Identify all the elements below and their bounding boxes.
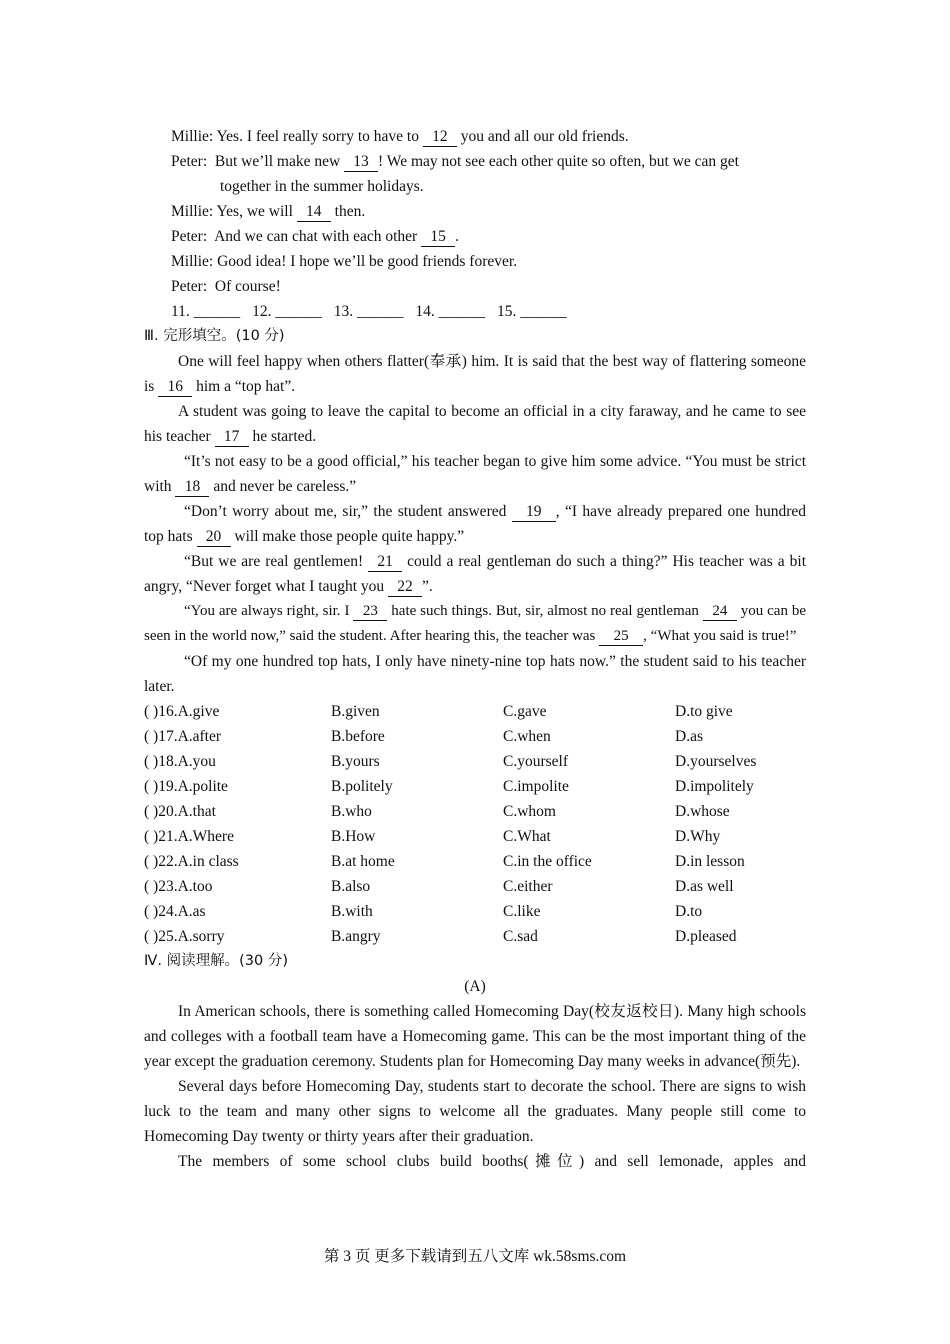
reading-paragraph-3: The members of some school clubs build booths(摊位) and sell lemonade, apples and <box>178 1153 806 1170</box>
option[interactable]: ( )25.A.sorry <box>144 928 225 945</box>
option[interactable]: ( )19.A.polite <box>144 778 228 795</box>
option[interactable]: D.Why <box>675 828 721 845</box>
option[interactable]: B.with <box>331 903 373 920</box>
answer-line: 11. ______ 12. ______ 13. ______ 14. ______ 15. ______ <box>171 303 567 320</box>
option[interactable]: B.also <box>331 878 371 895</box>
document-page <box>144 124 806 1174</box>
cloze-paragraph-7: “Of my one hundred top hats, I only have ninety-nine top hats now.” the student said to his teacher later. <box>144 653 806 695</box>
option[interactable]: C.whom <box>503 803 556 820</box>
cloze-paragraph-6: “You are always right, sir. I 23 hate such things. But, sir, almost no real gentleman 24 you can be seen in the world now,” said the student. After hearing this, the teacher was 25 , “What you said is true!” <box>144 603 807 644</box>
dialogue-line-12: Millie: Yes. I feel really sorry to have to 12 you and all our old friends. <box>171 128 629 145</box>
section-heading-cloze: Ⅲ. 完形填空。(10 分) <box>144 328 285 344</box>
option[interactable]: ( )21.A.Where <box>144 828 234 845</box>
dialogue-line-14: Millie: Yes, we will 14 then. <box>171 203 366 220</box>
blank-18: 18 <box>175 478 209 497</box>
option[interactable]: B.at home <box>331 853 395 870</box>
option[interactable]: D.impolitely <box>675 778 754 795</box>
dialogue-line-of-course: Peter: Of course! <box>171 278 281 295</box>
option[interactable]: ( )17.A.after <box>144 728 222 745</box>
option[interactable]: C.in the office <box>503 853 592 870</box>
option[interactable]: B.before <box>331 728 385 745</box>
blank-13: 13 <box>344 153 378 172</box>
option[interactable]: ( )18.A.you <box>144 753 216 770</box>
cloze-paragraph-3: “It’s not easy to be a good official,” his teacher began to give him some advice. “You must be strict with 18 and never be careless.” <box>144 453 806 495</box>
dialogue-line-continuation: together in the summer holidays. <box>220 178 424 195</box>
option[interactable]: B.given <box>331 703 380 720</box>
option[interactable]: C.yourself <box>503 753 569 770</box>
cloze-paragraph-5: “But we are real gentlemen! 21 could a real gentleman do such a thing?” His teacher was a bit angry, “Never forget what I taught you 22 ”. <box>144 553 807 595</box>
option[interactable]: B.yours <box>331 753 380 770</box>
dialogue-line-15: Peter: And we can chat with each other 15 . <box>171 228 459 245</box>
option[interactable]: D.pleased <box>675 928 737 945</box>
cloze-paragraph-1: One will feel happy when others flatter(奉承) him. It is said that the best way of flattering someone is 16 him a “top hat”. <box>144 353 806 395</box>
cloze-options <box>144 699 806 949</box>
passage-label: (A) <box>464 978 486 995</box>
cloze-paragraph-2: A student was going to leave the capital to become an official in a city faraway, and he came to see his teacher 17 he started. <box>144 403 806 445</box>
option[interactable]: D.yourselves <box>675 753 757 770</box>
option[interactable]: B.angry <box>331 928 381 945</box>
option[interactable]: D.whose <box>675 803 730 820</box>
option[interactable]: ( )20.A.that <box>144 803 216 820</box>
option[interactable]: D.in lesson <box>675 853 745 870</box>
reading-paragraph-1: In American schools, there is something called Homecoming Day(校友返校日). Many high schools and colleges with a football team have a Homecoming game. This can be the most important thing of the year except the graduation ceremony. Students plan for Homecoming Day many weeks in advance(预先). <box>144 1003 806 1070</box>
option[interactable]: C.impolite <box>503 778 569 795</box>
cloze-paragraph-4: “Don’t worry about me, sir,” the student answered 19 , “I have already prepared one hundred top hats 20 will make those people quite happy.” <box>144 503 806 545</box>
option[interactable]: ( )24.A.as <box>144 903 206 920</box>
blank-21: 21 <box>368 553 402 572</box>
option[interactable]: C.sad <box>503 928 538 945</box>
blank-20: 20 <box>197 528 231 547</box>
option[interactable]: B.How <box>331 828 376 845</box>
reading-paragraph-2: Several days before Homecoming Day, students start to decorate the school. There are signs to wish luck to the team and many other signs to welcome all the graduates. Many people still come to Homecoming Day twenty or thirty years after their graduation. <box>144 1078 806 1145</box>
blank-22: 22 <box>388 578 422 597</box>
option[interactable]: C.gave <box>503 703 547 720</box>
option[interactable]: ( )23.A.too <box>144 878 213 895</box>
blank-15: 15 <box>421 228 455 247</box>
option[interactable]: C.like <box>503 903 541 920</box>
blank-14: 14 <box>297 203 331 222</box>
blank-17: 17 <box>215 428 249 447</box>
dialogue-line-13: Peter: But we’ll make new 13 ! We may not see each other quite so often, but we can get <box>171 153 739 170</box>
dialogue-line-good-idea: Millie: Good idea! I hope we’ll be good friends forever. <box>171 253 518 270</box>
blank-16: 16 <box>158 378 192 397</box>
option[interactable]: ( )16.A.give <box>144 703 220 720</box>
blank-19: 19 <box>512 503 556 522</box>
blank-24: 24 <box>703 602 737 621</box>
section-heading-reading: Ⅳ. 阅读理解。(30 分) <box>144 953 288 969</box>
option[interactable]: C.What <box>503 828 551 845</box>
option[interactable]: ( )22.A.in class <box>144 853 239 870</box>
blank-23: 23 <box>353 602 387 621</box>
option[interactable]: B.politely <box>331 778 393 795</box>
option[interactable]: D.to <box>675 903 703 920</box>
blank-25: 25 <box>599 627 643 646</box>
option[interactable]: C.either <box>503 878 553 895</box>
option[interactable]: B.who <box>331 803 372 820</box>
option[interactable]: D.as well <box>675 878 734 895</box>
page-footer: 第 3 页 更多下载请到五八文库 wk.58sms.com <box>323 1248 627 1265</box>
option[interactable]: D.as <box>675 728 703 745</box>
blank-12: 12 <box>423 128 457 147</box>
option[interactable]: D.to give <box>675 703 733 720</box>
option[interactable]: C.when <box>503 728 551 745</box>
